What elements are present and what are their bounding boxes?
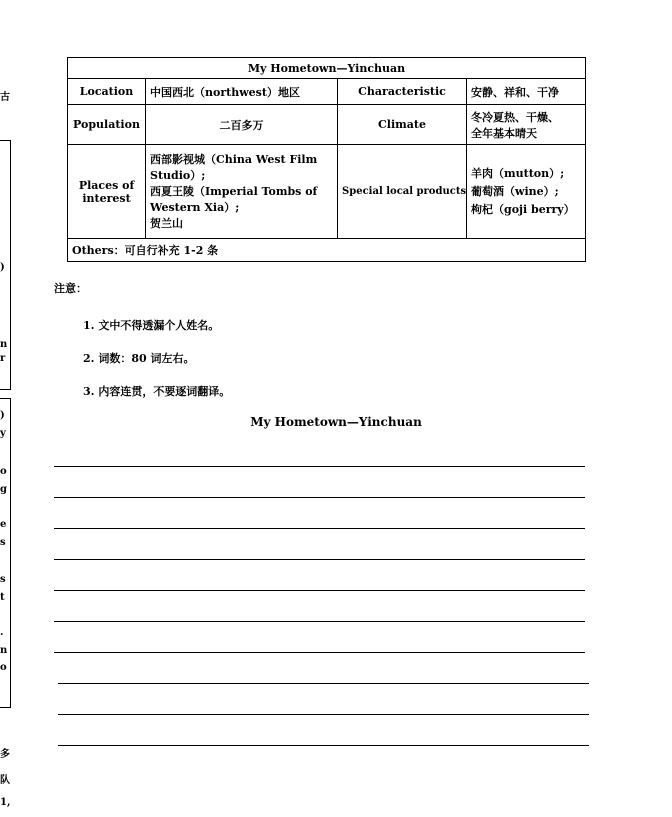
side-fragment: ) bbox=[0, 410, 5, 421]
side-fragment: o bbox=[0, 466, 7, 477]
climate-value bbox=[467, 105, 586, 145]
product-line: 枸杞（goji berry） bbox=[471, 202, 575, 216]
place-line: Western Xia）; bbox=[150, 200, 240, 214]
writing-line[interactable] bbox=[54, 559, 585, 560]
special-products-value bbox=[467, 145, 586, 239]
side-fragment: y bbox=[0, 428, 6, 439]
characteristic-label: Characteristic bbox=[338, 79, 467, 105]
side-fragment: 1, bbox=[0, 797, 11, 808]
side-fragment: . bbox=[0, 627, 4, 638]
climate-label: Climate bbox=[338, 105, 467, 145]
side-fragment: r bbox=[0, 353, 6, 364]
note-item: 1. 文中不得透漏个人姓名。 bbox=[83, 319, 220, 332]
hometown-info-table bbox=[67, 57, 586, 262]
writing-line[interactable] bbox=[58, 683, 589, 684]
notes-heading: 注意： bbox=[54, 282, 87, 295]
place-line: 西夏王陵（Imperial Tombs of bbox=[150, 184, 318, 198]
special-products-label: Special local products bbox=[338, 145, 467, 239]
essay-title: My Hometown—Yinchuan bbox=[250, 415, 422, 429]
writing-line[interactable] bbox=[54, 590, 585, 591]
location-value: 中国西北（northwest）地区 bbox=[146, 79, 338, 105]
side-fragment: s bbox=[0, 537, 6, 548]
side-fragment: n bbox=[0, 645, 8, 656]
writing-line[interactable] bbox=[58, 745, 589, 746]
writing-line[interactable] bbox=[54, 466, 585, 467]
population-value: 二百多万 bbox=[146, 105, 338, 145]
side-fragment: o bbox=[0, 662, 7, 673]
places-of-interest-value bbox=[146, 145, 338, 239]
side-fragment: 古 bbox=[0, 92, 10, 103]
others-row: Others：可自行补充 1-2 条 bbox=[68, 239, 586, 262]
side-fragment: t bbox=[0, 592, 5, 603]
writing-line[interactable] bbox=[54, 652, 585, 653]
table-title: My Hometown—Yinchuan bbox=[68, 58, 586, 79]
place-line: Studio）; bbox=[150, 168, 206, 182]
places-of-interest-label bbox=[68, 145, 146, 239]
side-fragment: g bbox=[0, 484, 7, 495]
note-item: 2. 词数：80 词左右。 bbox=[83, 352, 195, 365]
places-label-line: Places of bbox=[78, 178, 135, 192]
side-fragment: ) bbox=[0, 262, 5, 273]
note-item: 3. 内容连贯，不要逐词翻译。 bbox=[83, 385, 231, 398]
side-fragment: n bbox=[0, 339, 8, 350]
climate-value-line: 全年基本晴天 bbox=[471, 126, 537, 140]
side-fragment: 队 bbox=[0, 775, 10, 786]
population-label: Population bbox=[68, 105, 146, 145]
writing-line[interactable] bbox=[54, 497, 585, 498]
writing-line[interactable] bbox=[58, 714, 589, 715]
place-line: 西部影视城（China West Film bbox=[150, 152, 318, 166]
product-line: 羊肉（mutton）; bbox=[471, 166, 565, 180]
writing-line[interactable] bbox=[54, 621, 585, 622]
side-fragment: s bbox=[0, 574, 6, 585]
place-line: 贺兰山 bbox=[150, 216, 183, 230]
characteristic-value: 安静、祥和、干净 bbox=[467, 79, 586, 105]
side-fragment: 多 bbox=[0, 749, 10, 760]
location-label: Location bbox=[68, 79, 146, 105]
places-label-line: interest bbox=[82, 191, 131, 205]
writing-line[interactable] bbox=[54, 528, 585, 529]
climate-value-line: 冬冷夏热、干燥、 bbox=[471, 110, 559, 124]
product-line: 葡萄酒（wine）; bbox=[471, 184, 559, 198]
side-fragment: e bbox=[0, 519, 7, 530]
